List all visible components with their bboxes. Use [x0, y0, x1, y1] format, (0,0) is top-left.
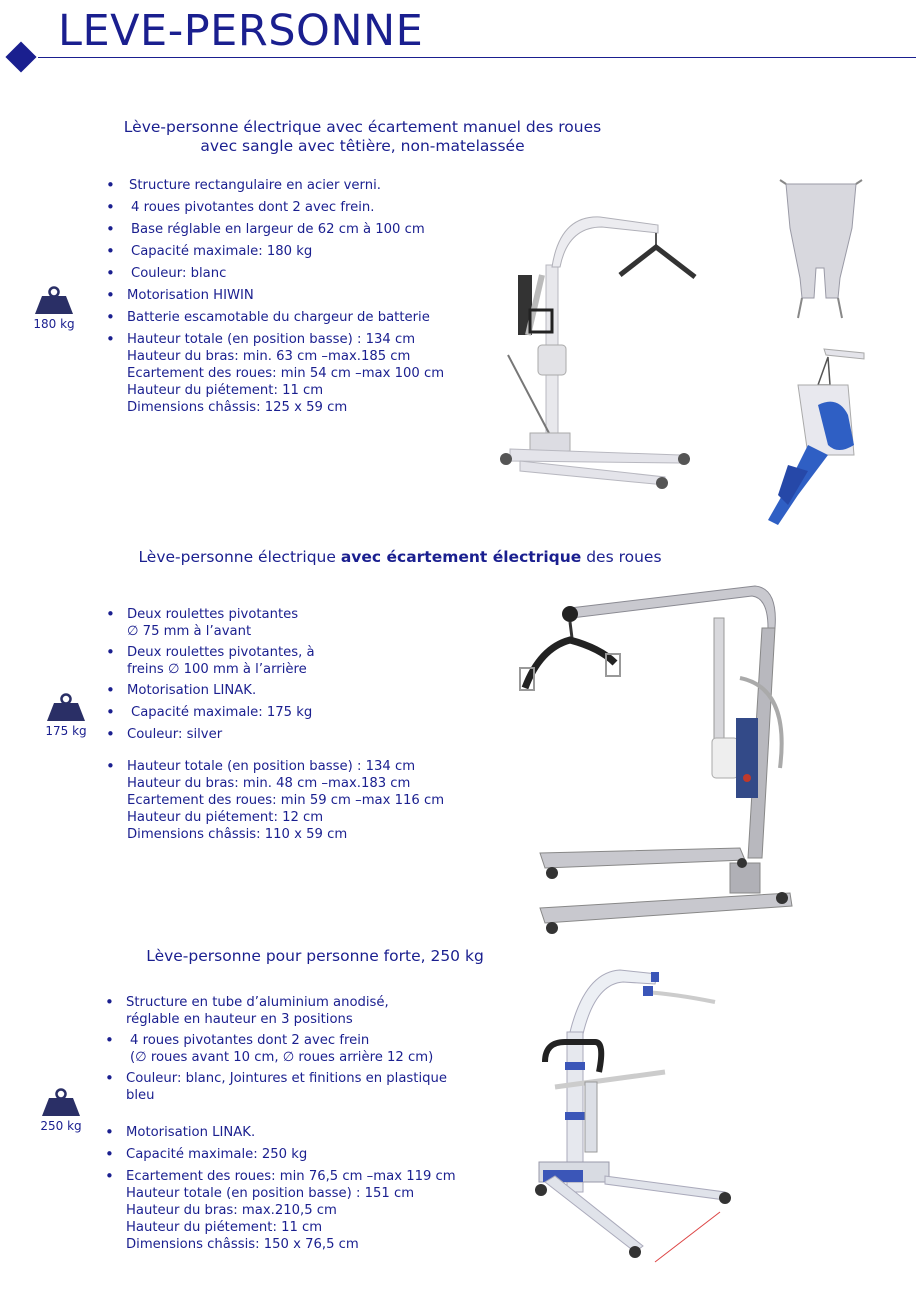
product-2-lift-image [500, 568, 810, 943]
title-underline [38, 57, 916, 58]
product-3-weight-badge [33, 1087, 89, 1133]
list-item: • Motorisation HIWIN [106, 287, 444, 304]
product-3-lift-image [525, 962, 740, 1280]
list-item: • Deux roulettes pivotantes ∅ 75 mm à l’avant [106, 606, 444, 640]
list-item: • Capacité maximale: 175 kg [106, 704, 444, 721]
product-2-heading: Lève-personne électrique avec écartement électrique des roues [138, 548, 662, 566]
list-item: • 4 roues pivotantes dont 2 avec frein (∅ roues avant 10 cm, ∅ roues arrière 12 cm) [105, 1032, 456, 1066]
list-item: • Deux roulettes pivotantes, à freins ∅ 100 mm à l’arrière [106, 644, 444, 678]
product-2-spec-list [106, 606, 444, 843]
list-item: • Motorisation LINAK. [106, 682, 444, 699]
product-3-spec-list [105, 994, 456, 1253]
list-item: • Ecartement des roues: min 76,5 cm –max 119 cm Hauteur totale (en position basse) : 151 cm Hauteur du bras: max.210,5 cm Hauteur du piétement: 11 cm Dimensions châssis: 150 x 76,5 cm [105, 1168, 456, 1253]
list-item: • Capacité maximale: 250 kg [105, 1146, 456, 1163]
product-1-heading-line2: avec sangle avec têtière, non-matelassée [200, 137, 525, 155]
list-item: • Hauteur totale (en position basse) : 134 cm Hauteur du bras: min. 48 cm –max.183 cm Ecartement des roues: min 59 cm –max 116 cm Hauteur du piétement: 12 cm Dimensions châssis: 110 x 59 cm [106, 758, 444, 843]
product-3-heading: Lève-personne pour personne forte, 250 kg [146, 947, 484, 965]
page-title: LEVE-PERSONNE [58, 6, 424, 56]
product-1-heading-line1: Lève-personne électrique avec écartement manuel des roues [123, 118, 602, 136]
product-1-sling-use-image [768, 345, 866, 528]
list-item: • Motorisation LINAK. [105, 1124, 456, 1141]
product-1-spec-list [106, 177, 444, 416]
list-item: • Couleur: blanc [106, 265, 444, 282]
product-1-weight-badge [26, 285, 82, 331]
product-3-weight-label: 250 kg [40, 1119, 82, 1133]
product-1-lift-image [480, 205, 720, 500]
list-item: • Batterie escamotable du chargeur de batterie [106, 309, 444, 326]
product-1-weight-label: 180 kg [33, 317, 75, 331]
list-item: • 4 roues pivotantes dont 2 avec frein. [106, 199, 444, 216]
title-diamond-icon [5, 41, 36, 72]
weight-icon [41, 1087, 81, 1117]
list-item: • Base réglable en largeur de 62 cm à 100 cm [106, 221, 444, 238]
product-1-heading [100, 118, 625, 156]
list-item: • Structure rectangulaire en acier verni. [106, 177, 444, 194]
list-item: • Couleur: silver [106, 726, 444, 743]
list-item: • Capacité maximale: 180 kg [106, 243, 444, 260]
product-1-sling-image [778, 178, 864, 326]
list-item: • Structure en tube d’aluminium anodisé, réglable en hauteur en 3 positions [105, 994, 456, 1028]
weight-icon [46, 692, 86, 722]
weight-icon [34, 285, 74, 315]
product-2-weight-label: 175 kg [45, 724, 87, 738]
list-item: • Couleur: blanc, Jointures et finitions en plastique bleu [105, 1070, 456, 1104]
product-2-weight-badge [38, 692, 94, 738]
product-2-heading-bold: avec écartement électrique [340, 548, 582, 566]
list-item: • Hauteur totale (en position basse) : 134 cm Hauteur du bras: min. 63 cm –max.185 cm Ecartement des roues: min 54 cm –max 100 cm Hauteur du piétement: 11 cm Dimensions châssis: 125 x 59 cm [106, 331, 444, 416]
